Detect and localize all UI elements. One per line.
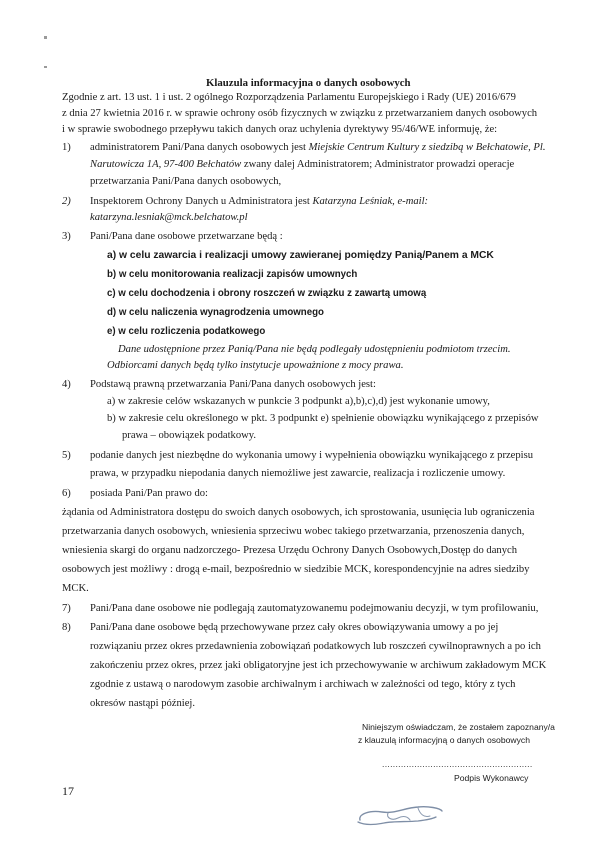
legal-basis-a: a) w zakresie celów wskazanych w punkcie 3 podpunkt a),b),c),d) jest wykonanie umowy, bbox=[107, 396, 490, 407]
intro-line: i w sprawie swobodnego przepływu takich danych oraz uchylenia dyrektywy 95/46/WE informuję, że: bbox=[62, 124, 498, 135]
rights-paragraph: MCK. bbox=[62, 583, 89, 594]
rights-paragraph: przetwarzania danych osobowych, wniesienia sprzeciwu wobec takiego przetwarzania, przenoszenia danych, bbox=[62, 526, 525, 537]
administrator-address: Narutowicza 1A, 97-400 Bełchatów bbox=[90, 159, 242, 170]
administrator-name: Miejskie Centrum Kultury z siedzibą w Bełchatowie, Pl. bbox=[308, 142, 546, 153]
intro-line: Zgodnie z art. 13 ust. 1 i ust. 2 ogólnego Rozporządzenia Parlamentu Europejskiego i Rady (UE) 2016/679 bbox=[62, 92, 516, 103]
purpose-item: d) w celu naliczenia wynagrodzenia umownego bbox=[107, 307, 324, 318]
item-text bbox=[90, 141, 545, 154]
list-number: 4) bbox=[62, 379, 71, 390]
item-text: rozwiązaniu przez okres przedawnienia zobowiązań podatkowych lub roszczeń cywilnoprawnych a po ich bbox=[90, 641, 541, 652]
signature-line: ........................................................ bbox=[382, 759, 533, 769]
inspector-name: Katarzyna Leśniak, e-mail: bbox=[312, 196, 429, 207]
item-text bbox=[90, 158, 514, 171]
signature-label: Podpis Wykonawcy bbox=[454, 773, 529, 783]
intro-line: z dnia 27 kwietnia 2016 r. w sprawie ochrony osób fizycznych w związku z przetwarzaniem danych osobowych bbox=[62, 108, 538, 119]
item-text: zwany dalej Administratorem; Administrator prowadzi operacje bbox=[243, 159, 515, 170]
scan-speck bbox=[44, 66, 47, 68]
item-text: zgodnie z ustawą o narodowym zasobie archiwalnym i archiwach w zależności od tego, który z tych bbox=[90, 679, 516, 690]
purpose-item: c) w celu dochodzenia i obrony roszczeń w związku z zawartą umową bbox=[107, 288, 427, 299]
inspector-email: katarzyna.lesniak@mck.belchatow.pl bbox=[90, 212, 248, 223]
rights-paragraph: osobowych jest możliwy : drogą e-mail, bezpośrednio w siedzibie MCK, korespondencyjnie na adres siedziby bbox=[62, 564, 530, 575]
list-number: 1) bbox=[62, 142, 71, 153]
data-sharing-note: Dane udostępnione przez Panią/Pana nie będą podlegały udostępnieniu podmiotom trzecim. bbox=[118, 344, 511, 355]
item-text: okresów nastąpi później. bbox=[90, 698, 196, 709]
declaration-text: z klauzulą informacyjną o danych osobowych bbox=[358, 735, 530, 745]
item-text: Pani/Pana dane osobowe przetwarzane będą : bbox=[90, 231, 283, 242]
list-number: 5) bbox=[62, 450, 71, 461]
item-text: prawa, w przypadku niepodania danych niemożliwe jest zawarcie, realizacja i rozliczenie umowy. bbox=[90, 468, 506, 479]
rights-paragraph: żądania od Administratora dostępu do swoich danych osobowych, ich sprostowania, usunięcia lub ograniczenia bbox=[62, 507, 535, 518]
purpose-item: e) w celu rozliczenia podatkowego bbox=[107, 326, 266, 337]
rights-paragraph: wniesienia skargi do organu nadzorczego- Prezesa Urzędu Ochrony Danych Osobowych,Dostęp do danych bbox=[62, 545, 517, 556]
item-text: zakończeniu przez okres, przez jaki obligatoryjne jest ich przechowywanie w archiwum zakładowym MCK bbox=[90, 660, 547, 671]
legal-basis-b: prawa – obowiązek podatkowy. bbox=[122, 430, 257, 441]
document-title: Klauzula informacyjna o danych osobowych bbox=[206, 77, 411, 89]
item-text: Inspektorem Ochrony Danych u Administratora jest bbox=[90, 196, 310, 207]
data-recipients-note: Odbiorcami danych będą tylko instytucje upoważnione z mocy prawa. bbox=[107, 360, 404, 371]
item-text: Pani/Pana dane osobowe nie podlegają zautomatyzowanemu podejmowaniu decyzji, w tym profilowaniu, bbox=[90, 603, 539, 614]
item-text: Podstawą prawną przetwarzania Pani/Pana danych osobowych jest: bbox=[90, 379, 376, 390]
item-text: podanie danych jest niezbędne do wykonania umowy i wypełnienia obowiązku wynikającego z przepisu bbox=[90, 450, 534, 461]
list-number: 8) bbox=[62, 622, 71, 633]
item-text: Pani/Pana dane osobowe będą przechowywane przez cały okres obowiązywania umowy a po jej bbox=[90, 622, 499, 633]
page-number: 17 bbox=[62, 784, 74, 798]
list-number: 6) bbox=[62, 488, 71, 499]
list-number: 7) bbox=[62, 603, 71, 614]
legal-basis-b: b) w zakresie celu określonego w pkt. 3 podpunkt e) spełnienie obowiązku wynikającego z przepisów bbox=[107, 413, 539, 424]
list-number: 2) bbox=[62, 196, 71, 207]
purpose-item: a) w celu zawarcia i realizacji umowy zawieranej pomiędzy Panią/Panem a MCK bbox=[107, 250, 494, 261]
item-text: administratorem Pani/Pana danych osobowych jest bbox=[90, 142, 306, 153]
initials-mark bbox=[348, 798, 448, 838]
scan-speck bbox=[44, 36, 47, 39]
item-text bbox=[90, 195, 428, 208]
list-number: 3) bbox=[62, 231, 71, 242]
item-text: posiada Pani/Pan prawo do: bbox=[90, 488, 208, 499]
item-text: przetwarzania Pani/Pana danych osobowych, bbox=[90, 176, 282, 187]
declaration-text: Niniejszym oświadczam, że zostałem zapoznany/a bbox=[362, 722, 555, 732]
purpose-item: b) w celu monitorowania realizacji zapisów umownych bbox=[107, 269, 358, 280]
